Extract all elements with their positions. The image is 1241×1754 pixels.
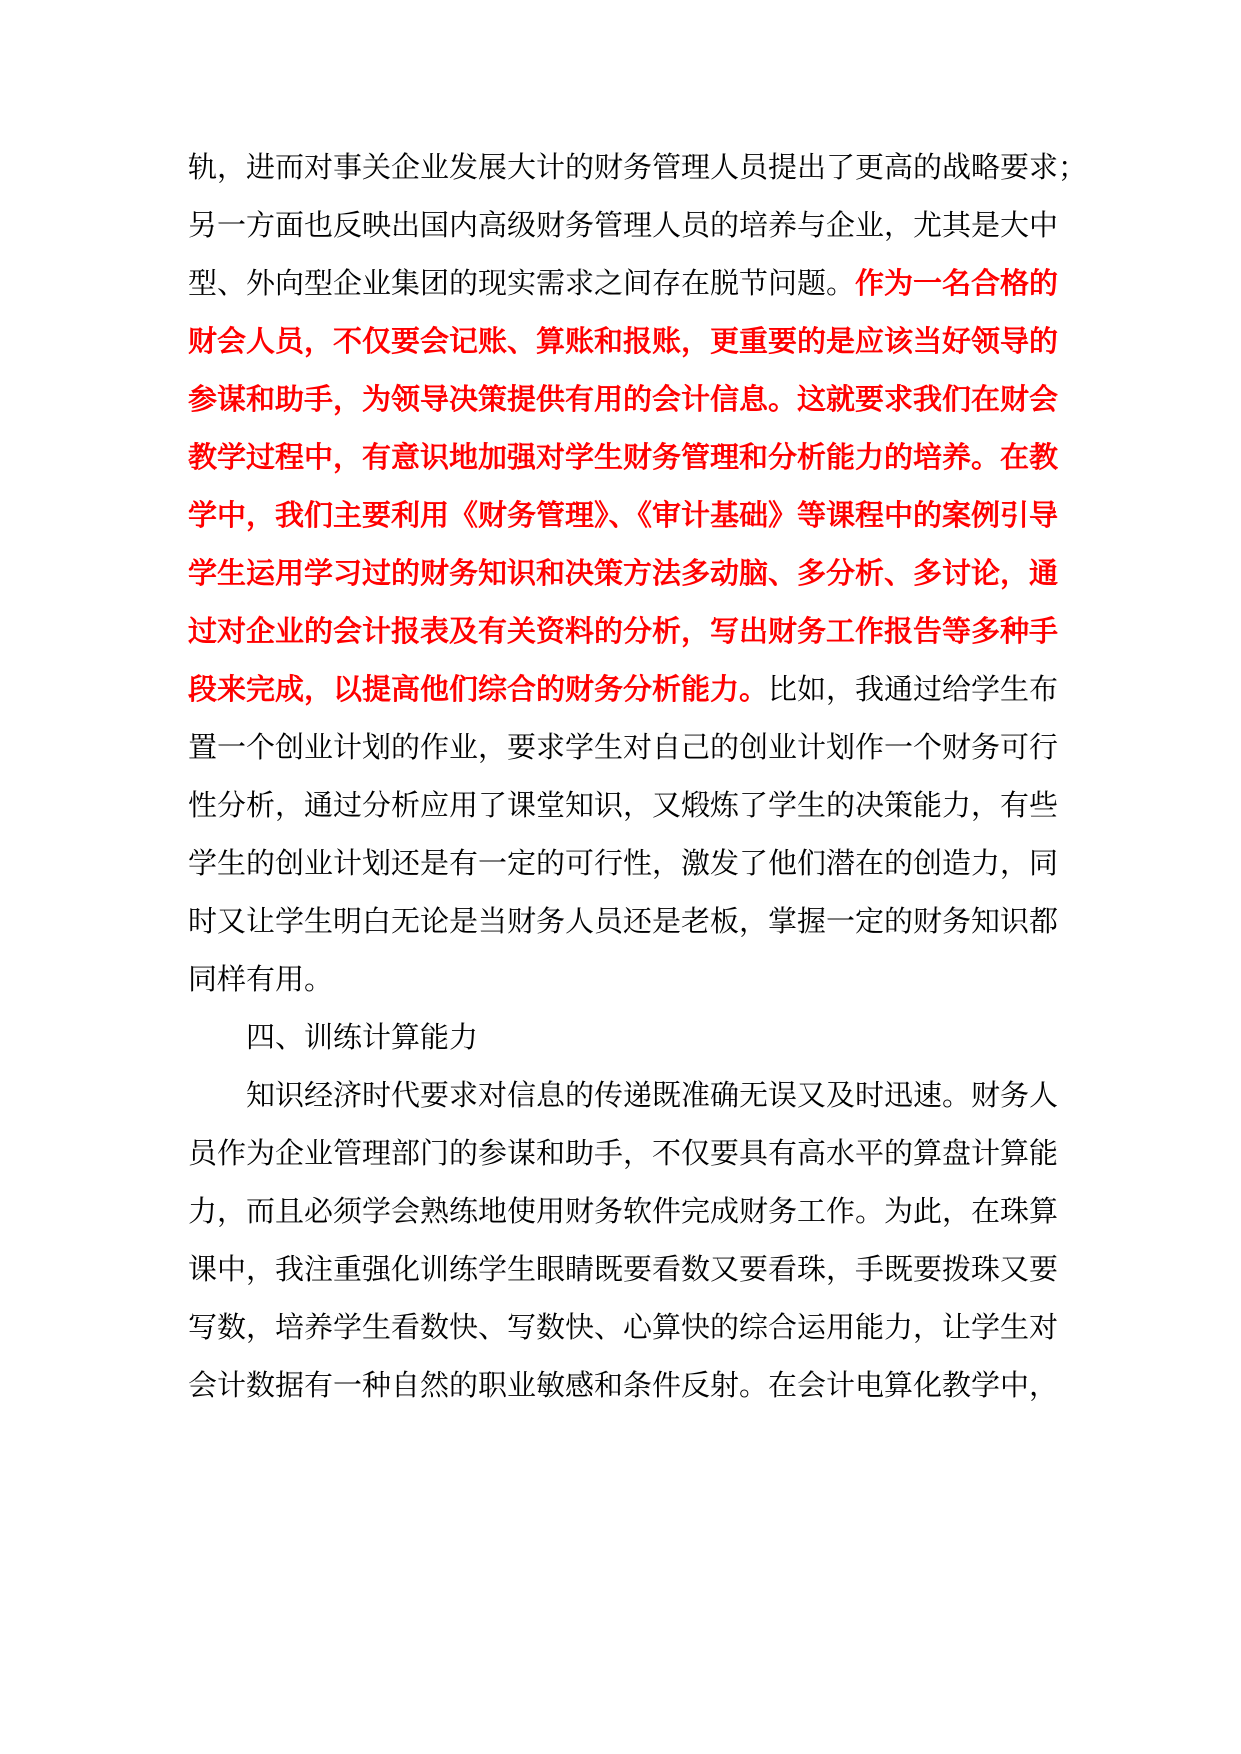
p1-line-6 [188,432,1058,482]
p1-line-5 [188,374,1058,424]
highlighted-text-run: 财会人员，不仅要会记账、算账和报账，更重要的是应该当好领导的 [188,324,1059,358]
p1-line-4 [188,316,1058,366]
text-run: 学生的创业计划还是有一定的可行性，激发了他们潜在的创造力，同 [188,846,1059,880]
p1-line-2 [188,200,1058,250]
text-run: 会计数据有一种自然的职业敏感和条件反射。在会计电算化教学中， [188,1368,1059,1402]
highlighted-text-run: 教学过程中，有意识地加强对学生财务管理和分析能力的培养。在教 [188,440,1059,474]
p2-line-6 [188,1360,1058,1410]
text-run: 同样有用。 [188,962,334,996]
text-run: 置一个创业计划的作业，要求学生对自己的创业计划作一个财务可行 [188,730,1059,764]
p2-line-4 [188,1244,1058,1294]
text-run: 轨，进而对事关企业发展大计的财务管理人员提出了更高的战略要求； [188,150,1088,184]
p1-line-1 [188,142,1088,192]
p2-line-3 [188,1186,1058,1236]
highlighted-text-run: 过对企业的会计报表及有关资料的分析，写出财务工作报告等多种手 [188,614,1059,648]
p1-line-10 [188,664,1058,714]
p1-line-7 [188,490,1058,540]
p1-line-11 [188,722,1058,772]
p2-line-5 [188,1302,1058,1352]
section-heading [246,1012,1058,1062]
highlighted-text-run: 学生运用学习过的财务知识和决策方法多动脑、多分析、多讨论，通 [188,556,1059,590]
highlighted-text-run: 段来完成，以提高他们综合的财务分析能力。 [188,672,769,706]
text-run: 时又让学生明白无论是当财务人员还是老板，掌握一定的财务知识都 [188,904,1059,938]
p1-line-3 [188,258,1058,308]
highlighted-text-run: 作为一名合格的 [855,266,1059,300]
p1-line-14 [188,896,1058,946]
text-run: 课中，我注重强化训练学生眼睛既要看数又要看珠，手既要拨珠又要 [188,1252,1059,1286]
text-run: 比如，我通过给学生布 [768,672,1059,706]
p1-line-12 [188,780,1058,830]
p1-line-8 [188,548,1058,598]
text-run: 型、外向型企业集团的现实需求之间存在脱节问题。 [188,266,856,300]
text-run: 员作为企业管理部门的参谋和助手，不仅要具有高水平的算盘计算能 [188,1136,1059,1170]
text-run: 另一方面也反映出国内高级财务管理人员的培养与企业，尤其是大中 [188,208,1059,242]
text-run: 写数，培养学生看数快、写数快、心算快的综合运用能力，让学生对 [188,1310,1059,1344]
highlighted-text-run: 学中，我们主要利用《财务管理》、《审计基础》等课程中的案例引导 [188,498,1059,532]
p2-line-1 [246,1070,1058,1120]
text-run: 力，而且必须学会熟练地使用财务软件完成财务工作。为此，在珠算 [188,1194,1059,1228]
text-run: 性分析，通过分析应用了课堂知识，又煅炼了学生的决策能力，有些 [188,788,1059,822]
p1-line-9 [188,606,1058,656]
highlighted-text-run: 参谋和助手，为领导决策提供有用的会计信息。这就要求我们在财会 [188,382,1059,416]
p1-line-15 [188,954,1058,1004]
p2-line-2 [188,1128,1058,1178]
section-heading-text: 四、训练计算能力 [246,1020,479,1054]
text-run: 知识经济时代要求对信息的传递既准确无误又及时迅速。财务人 [246,1078,1059,1112]
p1-line-13 [188,838,1058,888]
